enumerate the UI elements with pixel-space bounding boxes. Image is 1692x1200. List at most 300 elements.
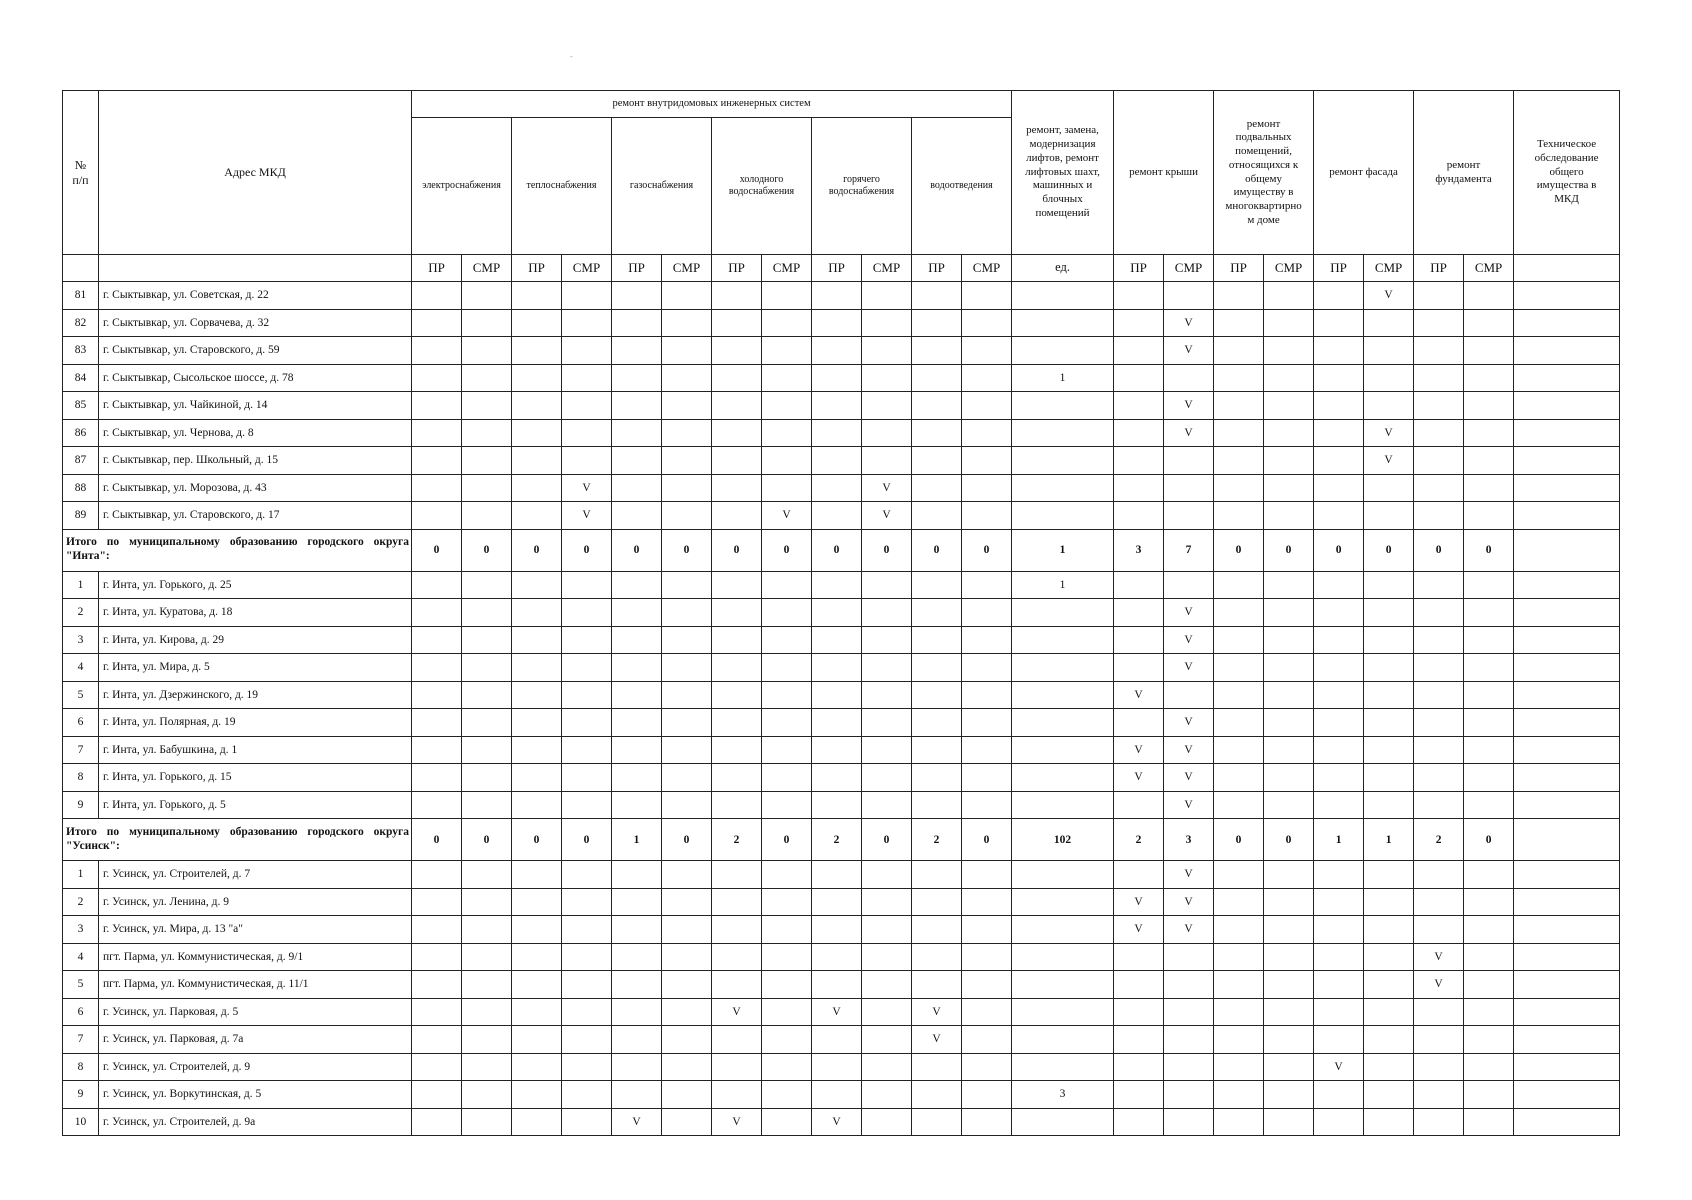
- table-cell: [712, 599, 762, 627]
- table-cell: V: [912, 1026, 962, 1054]
- unit-label: ПР: [912, 255, 962, 282]
- table-cell: V: [1114, 888, 1164, 916]
- table-cell: [1314, 282, 1364, 310]
- row-address: г. Сыктывкар, ул. Старовского, д. 59: [99, 337, 412, 365]
- table-cell: 2: [712, 819, 762, 861]
- table-cell: [962, 392, 1012, 420]
- row-address: г. Инта, ул. Кирова, д. 29: [99, 626, 412, 654]
- table-cell: [662, 337, 712, 365]
- table-cell: [1514, 654, 1620, 682]
- table-cell: [862, 599, 912, 627]
- row-address: г. Усинск, ул. Строителей, д. 7: [99, 861, 412, 889]
- table-cell: [1214, 474, 1264, 502]
- table-cell: [962, 626, 1012, 654]
- table-cell: 0: [762, 819, 812, 861]
- table-cell: [862, 1053, 912, 1081]
- row-address: г. Инта, ул. Бабушкина, д. 1: [99, 736, 412, 764]
- table-cell: [812, 971, 862, 999]
- unit-label: СМР: [462, 255, 512, 282]
- table-cell: [462, 971, 512, 999]
- table-cell: [1164, 971, 1214, 999]
- table-cell: V: [1164, 888, 1214, 916]
- table-cell: 0: [612, 529, 662, 571]
- table-cell: [1414, 1053, 1464, 1081]
- table-cell: [1214, 419, 1264, 447]
- row-number: 84: [63, 364, 99, 392]
- table-cell: [1012, 474, 1114, 502]
- table-cell: [1012, 1053, 1114, 1081]
- table-cell: [762, 364, 812, 392]
- table-cell: [962, 282, 1012, 310]
- table-row: [63, 309, 1620, 337]
- table-cell: 2: [1414, 819, 1464, 861]
- table-cell: 1: [612, 819, 662, 861]
- table-cell: [612, 943, 662, 971]
- table-cell: [662, 309, 712, 337]
- table-cell: [662, 282, 712, 310]
- unit-label: СМР: [762, 255, 812, 282]
- table-cell: [1114, 599, 1164, 627]
- table-cell: [562, 599, 612, 627]
- header-address: Адрес МКД: [99, 91, 412, 255]
- table-cell: [462, 392, 512, 420]
- table-cell: [1464, 1053, 1514, 1081]
- table-cell: [1364, 309, 1414, 337]
- table-cell: [462, 1081, 512, 1109]
- table-row: [63, 1081, 1620, 1109]
- table-cell: [762, 1026, 812, 1054]
- table-cell: [1214, 309, 1264, 337]
- table-cell: [862, 681, 912, 709]
- table-cell: [412, 571, 462, 599]
- row-address: г. Сыктывкар, ул. Сорвачева, д. 32: [99, 309, 412, 337]
- header-facade: ремонт фасада: [1314, 91, 1414, 255]
- table-cell: [412, 282, 462, 310]
- table-cell: [1514, 626, 1620, 654]
- table-row: [63, 654, 1620, 682]
- table-cell: [1414, 1108, 1464, 1136]
- table-cell: [1364, 764, 1414, 792]
- table-cell: [1464, 419, 1514, 447]
- table-cell: [1364, 916, 1414, 944]
- table-cell: [812, 654, 862, 682]
- table-cell: [712, 681, 762, 709]
- table-cell: [862, 309, 912, 337]
- table-cell: [1314, 736, 1364, 764]
- total-row: [63, 529, 1620, 571]
- table-cell: [1414, 309, 1464, 337]
- table-cell: [1114, 971, 1164, 999]
- table-cell: [1314, 447, 1364, 475]
- table-cell: [812, 1053, 862, 1081]
- table-cell: [512, 943, 562, 971]
- table-cell: [1012, 764, 1114, 792]
- table-cell: [612, 309, 662, 337]
- header-num: № п/п: [63, 91, 99, 255]
- table-cell: [662, 419, 712, 447]
- table-cell: [1114, 709, 1164, 737]
- table-cell: [662, 1026, 712, 1054]
- table-cell: [512, 998, 562, 1026]
- table-cell: [812, 309, 862, 337]
- table-cell: [562, 654, 612, 682]
- table-cell: V: [1314, 1053, 1364, 1081]
- table-cell: [512, 654, 562, 682]
- table-cell: [762, 791, 812, 819]
- table-cell: [1314, 791, 1364, 819]
- unit-label: СМР: [1364, 255, 1414, 282]
- table-cell: [962, 888, 1012, 916]
- table-cell: [962, 419, 1012, 447]
- total-label: Итого по муниципальному образованию городского округа "Инта":: [63, 529, 412, 571]
- table-cell: [762, 282, 812, 310]
- table-cell: [512, 571, 562, 599]
- table-cell: [1314, 681, 1364, 709]
- table-cell: [812, 571, 862, 599]
- unit-label: ПР: [1314, 255, 1364, 282]
- table-cell: [1214, 709, 1264, 737]
- table-cell: [462, 861, 512, 889]
- table-cell: [862, 943, 912, 971]
- table-cell: 0: [962, 819, 1012, 861]
- table-cell: V: [912, 998, 962, 1026]
- table-cell: [612, 971, 662, 999]
- table-cell: [562, 681, 612, 709]
- table-cell: [1164, 447, 1214, 475]
- table-cell: [812, 943, 862, 971]
- table-cell: [1264, 998, 1314, 1026]
- table-cell: V: [1414, 943, 1464, 971]
- row-number: 83: [63, 337, 99, 365]
- table-cell: [1164, 364, 1214, 392]
- table-cell: [662, 599, 712, 627]
- table-cell: [862, 709, 912, 737]
- table-cell: [1214, 888, 1264, 916]
- table-cell: [412, 681, 462, 709]
- table-cell: 0: [1414, 529, 1464, 571]
- table-cell: [1464, 1081, 1514, 1109]
- table-cell: [1114, 1108, 1164, 1136]
- table-cell: [612, 654, 662, 682]
- table-cell: [1264, 861, 1314, 889]
- table-cell: [1464, 571, 1514, 599]
- table-cell: [1464, 681, 1514, 709]
- table-cell: [1314, 392, 1364, 420]
- row-number: 3: [63, 916, 99, 944]
- table-cell: 7: [1164, 529, 1214, 571]
- table-cell: [912, 447, 962, 475]
- table-cell: [1214, 654, 1264, 682]
- table-cell: [812, 626, 862, 654]
- table-cell: [1364, 791, 1414, 819]
- table-cell: [1364, 474, 1414, 502]
- table-cell: [1514, 888, 1620, 916]
- row-number: 4: [63, 654, 99, 682]
- table-cell: [762, 309, 812, 337]
- table-cell: [1214, 626, 1264, 654]
- table-cell: [1514, 971, 1620, 999]
- table-cell: [1414, 282, 1464, 310]
- table-cell: [1514, 998, 1620, 1026]
- row-number: 88: [63, 474, 99, 502]
- unit-label: СМР: [562, 255, 612, 282]
- table-cell: [1012, 282, 1114, 310]
- table-cell: [1414, 888, 1464, 916]
- header-cold-water: холодного водоснабжения: [712, 118, 812, 255]
- table-cell: [612, 998, 662, 1026]
- table-cell: [1314, 654, 1364, 682]
- table-cell: [812, 888, 862, 916]
- row-address: пгт. Парма, ул. Коммунистическая, д. 9/1: [99, 943, 412, 971]
- table-cell: [812, 392, 862, 420]
- table-cell: [1114, 1026, 1164, 1054]
- table-cell: [1414, 337, 1464, 365]
- row-number: 5: [63, 681, 99, 709]
- table-cell: V: [1364, 419, 1414, 447]
- table-cell: [612, 474, 662, 502]
- table-cell: 0: [512, 819, 562, 861]
- table-cell: [462, 309, 512, 337]
- table-cell: [712, 1053, 762, 1081]
- table-cell: [812, 599, 862, 627]
- table-cell: [962, 1081, 1012, 1109]
- table-cell: [862, 1108, 912, 1136]
- table-cell: [862, 916, 912, 944]
- table-cell: [462, 654, 512, 682]
- table-cell: [1314, 971, 1364, 999]
- table-cell: [1264, 943, 1314, 971]
- row-number: 5: [63, 971, 99, 999]
- table-cell: [1464, 474, 1514, 502]
- table-cell: [1364, 709, 1414, 737]
- table-cell: [612, 791, 662, 819]
- table-cell: [1114, 392, 1164, 420]
- table-cell: V: [1164, 709, 1214, 737]
- table-row: [63, 943, 1620, 971]
- table-cell: [1364, 1108, 1414, 1136]
- table-cell: [1364, 502, 1414, 530]
- table-cell: V: [862, 474, 912, 502]
- table-cell: [1264, 1053, 1314, 1081]
- table-cell: [912, 474, 962, 502]
- table-cell: [1464, 709, 1514, 737]
- table-cell: [1514, 571, 1620, 599]
- table-cell: [1264, 309, 1314, 337]
- row-number: 89: [63, 502, 99, 530]
- table-cell: [1464, 626, 1514, 654]
- table-cell: [1264, 626, 1314, 654]
- table-cell: [862, 1081, 912, 1109]
- table-cell: [1114, 309, 1164, 337]
- table-cell: [1414, 474, 1464, 502]
- table-cell: [612, 392, 662, 420]
- row-address: г. Инта, ул. Полярная, д. 19: [99, 709, 412, 737]
- table-row: [63, 364, 1620, 392]
- table-cell: [612, 709, 662, 737]
- table-cell: [612, 282, 662, 310]
- table-cell: [512, 337, 562, 365]
- header-engineering-systems: ремонт внутридомовых инженерных систем: [412, 91, 1012, 118]
- table-cell: [912, 392, 962, 420]
- table-cell: [862, 282, 912, 310]
- table-row: [63, 709, 1620, 737]
- table-cell: [562, 1053, 612, 1081]
- table-cell: [862, 791, 912, 819]
- table-cell: [912, 309, 962, 337]
- table-cell: [962, 474, 1012, 502]
- table-cell: V: [1164, 599, 1214, 627]
- header-hot-water: горячего водоснабжения: [812, 118, 912, 255]
- table-cell: [1164, 681, 1214, 709]
- table-cell: [612, 364, 662, 392]
- table-cell: 0: [662, 529, 712, 571]
- table-cell: [812, 916, 862, 944]
- table-cell: [412, 626, 462, 654]
- table-cell: [962, 998, 1012, 1026]
- table-cell: [1114, 654, 1164, 682]
- table-cell: [1012, 998, 1114, 1026]
- table-cell: [1164, 282, 1214, 310]
- row-number: 10: [63, 1108, 99, 1136]
- table-row: [63, 916, 1620, 944]
- table-cell: [812, 282, 862, 310]
- table-cell: [962, 916, 1012, 944]
- table-cell: 3: [1012, 1081, 1114, 1109]
- table-cell: [762, 392, 812, 420]
- table-cell: [662, 654, 712, 682]
- table-cell: [1214, 943, 1264, 971]
- row-address: г. Инта, ул. Дзержинского, д. 19: [99, 681, 412, 709]
- table-cell: V: [862, 502, 912, 530]
- table-cell: [1214, 764, 1264, 792]
- table-cell: [1314, 571, 1364, 599]
- table-cell: [1214, 447, 1264, 475]
- table-cell: [1012, 626, 1114, 654]
- table-cell: [1012, 916, 1114, 944]
- table-cell: [1314, 861, 1364, 889]
- table-cell: [1364, 337, 1414, 365]
- table-cell: V: [1414, 971, 1464, 999]
- table-cell: V: [1164, 654, 1214, 682]
- table-cell: [712, 337, 762, 365]
- table-cell: [1514, 599, 1620, 627]
- table-cell: [1464, 502, 1514, 530]
- table-cell: [912, 916, 962, 944]
- table-cell: [1314, 1108, 1364, 1136]
- table-cell: [412, 599, 462, 627]
- table-cell: [1012, 709, 1114, 737]
- table-cell: [1514, 282, 1620, 310]
- table-cell: [762, 764, 812, 792]
- table-cell: [462, 736, 512, 764]
- table-cell: V: [1164, 337, 1214, 365]
- table-cell: [812, 419, 862, 447]
- table-cell: [1514, 709, 1620, 737]
- row-number: 9: [63, 1081, 99, 1109]
- table-body: [63, 282, 1620, 1136]
- table-cell: [912, 571, 962, 599]
- table-cell: [1314, 364, 1364, 392]
- table-cell: [762, 474, 812, 502]
- table-cell: [1012, 447, 1114, 475]
- table-cell: [812, 1026, 862, 1054]
- table-cell: [462, 709, 512, 737]
- table-row: [63, 599, 1620, 627]
- table-cell: 0: [562, 819, 612, 861]
- row-number: 82: [63, 309, 99, 337]
- table-cell: [1114, 626, 1164, 654]
- table-cell: [1012, 971, 1114, 999]
- table-cell: [1264, 447, 1314, 475]
- table-cell: [762, 1108, 812, 1136]
- header-survey: Техническое обследование общего имущества в МКД: [1514, 91, 1620, 255]
- table-cell: [1114, 1081, 1164, 1109]
- table-cell: [1012, 1108, 1114, 1136]
- table-cell: [1214, 998, 1264, 1026]
- row-address: г. Сыктывкар, ул. Старовского, д. 17: [99, 502, 412, 530]
- table-cell: V: [1164, 309, 1214, 337]
- table-cell: [1464, 916, 1514, 944]
- table-cell: [962, 654, 1012, 682]
- table-cell: 0: [562, 529, 612, 571]
- table-cell: [712, 709, 762, 737]
- row-address: г. Сыктывкар, ул. Морозова, д. 43: [99, 474, 412, 502]
- total-label: Итого по муниципальному образованию городского округа "Усинск":: [63, 819, 412, 861]
- table-cell: [1012, 888, 1114, 916]
- table-cell: [712, 447, 762, 475]
- table-cell: [912, 943, 962, 971]
- table-cell: [662, 364, 712, 392]
- table-cell: [912, 502, 962, 530]
- table-cell: [962, 943, 1012, 971]
- table-cell: [862, 447, 912, 475]
- table-cell: [412, 943, 462, 971]
- table-cell: [462, 681, 512, 709]
- table-cell: [1464, 971, 1514, 999]
- table-cell: [1514, 764, 1620, 792]
- table-cell: [1364, 943, 1414, 971]
- table-cell: [712, 861, 762, 889]
- table-cell: [1012, 654, 1114, 682]
- table-cell: [562, 309, 612, 337]
- table-cell: [662, 1053, 712, 1081]
- table-cell: [912, 626, 962, 654]
- table-cell: [762, 447, 812, 475]
- table-cell: [912, 654, 962, 682]
- table-cell: [512, 1081, 562, 1109]
- table-cell: [762, 337, 812, 365]
- table-cell: [1164, 571, 1214, 599]
- row-address: г. Усинск, ул. Ленина, д. 9: [99, 888, 412, 916]
- table-cell: [1114, 447, 1164, 475]
- table-cell: [662, 888, 712, 916]
- table-cell: [1414, 571, 1464, 599]
- table-cell: [1314, 709, 1364, 737]
- table-cell: [862, 764, 912, 792]
- table-cell: [1264, 571, 1314, 599]
- table-cell: [1114, 502, 1164, 530]
- table-cell: [1264, 736, 1314, 764]
- table-cell: [762, 943, 812, 971]
- table-cell: [462, 571, 512, 599]
- table-cell: [1514, 861, 1620, 889]
- table-cell: 0: [1264, 529, 1314, 571]
- unit-label: СМР: [862, 255, 912, 282]
- table-cell: [1364, 571, 1414, 599]
- row-number: 1: [63, 861, 99, 889]
- table-cell: [1364, 1026, 1414, 1054]
- table-cell: [812, 709, 862, 737]
